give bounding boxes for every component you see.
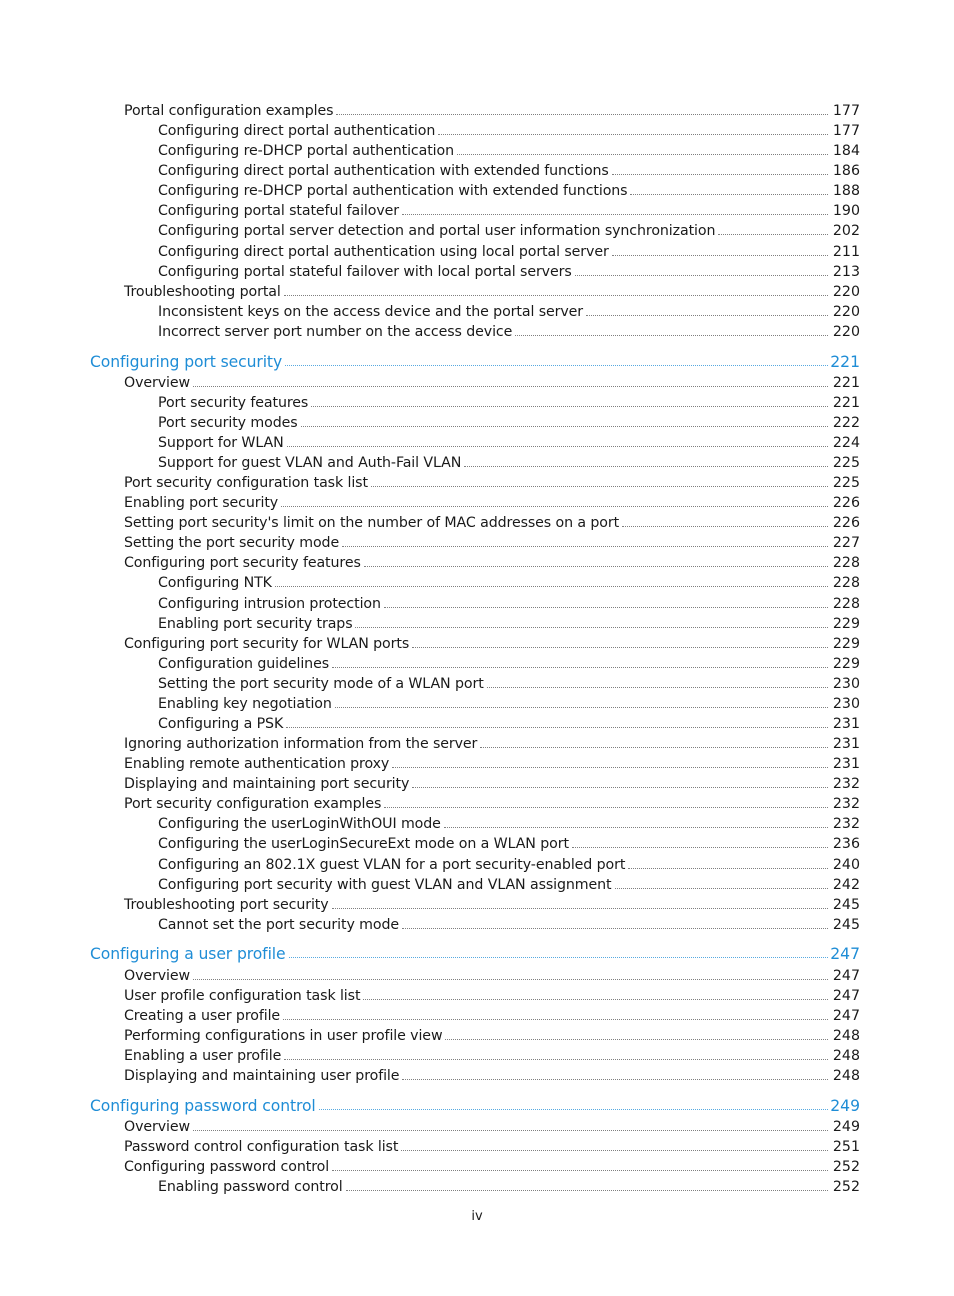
toc-entry-page: 220 [832, 303, 860, 320]
toc-dot-leader [402, 1078, 828, 1080]
toc-dot-leader [612, 173, 828, 175]
toc-entry[interactable] [124, 1116, 860, 1136]
toc-dot-leader [392, 766, 828, 768]
toc-entry-page: 232 [832, 816, 860, 833]
toc-entry-page: 225 [832, 454, 860, 471]
toc-dot-leader [193, 978, 828, 980]
toc-entry-title: Configuring NTK [158, 575, 272, 592]
toc-entry-page: 245 [832, 896, 860, 913]
toc-entry-page: 248 [832, 1047, 860, 1064]
toc-dot-leader [332, 666, 828, 668]
toc-entry-title: Troubleshooting port security [124, 896, 329, 913]
toc-entry-title: Enabling key negotiation [158, 695, 332, 712]
toc-dot-leader [335, 706, 828, 708]
toc-entry-title: Configuring port security [90, 352, 283, 371]
toc-entry-title: Ignoring authorization information from the server [124, 736, 478, 753]
toc-chapter-entry[interactable] [90, 941, 860, 963]
toc-entry-title: Inconsistent keys on the access device and the portal server [158, 303, 584, 320]
toc-entry-page: 220 [832, 283, 860, 300]
toc-dot-leader [718, 233, 828, 235]
toc-entry-page: 231 [832, 716, 860, 732]
toc-entry-title: Support for guest VLAN and Auth-Fail VLAN [158, 454, 462, 471]
toc-entry-title: Port security features [158, 394, 309, 411]
toc-entry-page: 247 [832, 967, 860, 984]
toc-dot-leader [412, 646, 828, 648]
toc-chapter-entry[interactable] [90, 349, 860, 371]
toc-dot-leader [336, 113, 828, 115]
toc-entry-title: Overview [124, 1118, 190, 1135]
toc-entry[interactable] [124, 472, 860, 492]
toc-entry-page: 229 [832, 615, 860, 632]
toc-entry[interactable] [124, 753, 860, 773]
toc-entry-title: Configuring intrusion protection [158, 595, 381, 612]
toc-entry-title: Configuring port security for WLAN ports [124, 635, 410, 652]
toc-entry-title: Configuring re-DHCP portal authentication with extended functions [158, 183, 628, 200]
toc-dot-leader [355, 626, 828, 628]
toc-entry[interactable] [158, 220, 860, 240]
toc-entry-page: 247 [830, 945, 860, 964]
toc-dot-leader [289, 956, 828, 958]
toc-dot-leader [412, 786, 828, 788]
toc-entry[interactable] [158, 432, 860, 452]
toc-entry[interactable] [158, 452, 860, 472]
toc-entry-page: 229 [832, 655, 860, 672]
toc-entry-page: 249 [830, 1096, 860, 1115]
toc-entry[interactable] [158, 301, 860, 321]
toc-dot-leader [283, 1018, 828, 1020]
toc-dot-leader [284, 1058, 828, 1060]
toc-entry-title: Performing configurations in user profile view [124, 1027, 443, 1044]
toc-entry-page: 224 [832, 434, 860, 451]
toc-entry[interactable] [124, 894, 860, 914]
toc-entry[interactable] [158, 160, 860, 180]
toc-dot-leader [363, 998, 828, 1000]
toc-dot-leader [487, 686, 828, 688]
toc-entry[interactable] [124, 281, 860, 301]
toc-entry-page: 228 [832, 595, 860, 612]
toc-entry[interactable] [158, 120, 860, 140]
toc-entry-page: 240 [832, 856, 860, 873]
toc-entry-page: 232 [832, 776, 860, 793]
toc-dot-leader [515, 334, 828, 336]
toc-entry-title: Password control configuration task list [124, 1138, 399, 1155]
toc-entry[interactable] [158, 180, 860, 200]
toc-entry-title: Creating a user profile [124, 1007, 281, 1024]
toc-entry-title: Port security configuration examples [124, 796, 382, 813]
toc-entry[interactable] [124, 552, 860, 572]
toc-dot-leader [332, 907, 828, 909]
toc-entry[interactable] [158, 412, 860, 432]
toc-entry[interactable] [124, 512, 860, 532]
toc-entry-title: Port security configuration task list [124, 475, 368, 492]
toc-entry[interactable] [124, 773, 860, 793]
toc-entry[interactable] [124, 100, 860, 120]
toc-entry-page: 228 [832, 575, 860, 592]
toc-dot-leader [622, 525, 828, 527]
toc-entry[interactable] [124, 1005, 860, 1025]
toc-entry-title: Enabling remote authentication proxy [124, 756, 390, 773]
toc-entry-page: 188 [832, 183, 860, 200]
toc-entry-title: User profile configuration task list [124, 987, 361, 1004]
toc-entry-title: Configuring password control [124, 1158, 330, 1175]
toc-entry[interactable] [124, 633, 860, 653]
toc-entry[interactable] [124, 793, 860, 813]
toc-entry-page: 221 [832, 374, 860, 391]
toc-entry-title: Configuring port security with guest VLAN and VLAN assignment [158, 876, 612, 893]
toc-entry-page: 252 [832, 1158, 860, 1175]
toc-dot-leader [319, 1108, 828, 1110]
toc-entry-page: 228 [832, 555, 860, 572]
toc-entry-page: 226 [832, 515, 860, 532]
toc-dot-leader [285, 364, 828, 366]
toc-dot-leader [445, 1038, 828, 1040]
toc-entry-title: Configuring portal stateful failover [158, 203, 400, 220]
toc-entry-page: 252 [832, 1178, 860, 1195]
toc-entry-title: Troubleshooting portal [124, 283, 281, 300]
toc-entry[interactable] [158, 1176, 860, 1196]
toc-entry-page: 242 [832, 876, 860, 893]
toc-dot-leader [575, 274, 828, 276]
toc-entry-page: 227 [832, 535, 860, 552]
toc-entry-title: Configuring portal server detection and portal user information synchronization [158, 223, 716, 240]
toc-entry-title: Displaying and maintaining port security [124, 776, 410, 793]
toc-entry[interactable] [158, 613, 860, 633]
toc-entry-title: Setting the port security mode of a WLAN port [158, 675, 484, 692]
toc-entry-title: Configuring the userLoginWithOUI mode [158, 816, 441, 833]
toc-dot-leader [438, 133, 828, 135]
toc-dot-leader [402, 927, 828, 929]
toc-entry[interactable] [124, 1025, 860, 1045]
toc-entry-page: 248 [832, 1067, 860, 1084]
toc-entry-page: 236 [832, 836, 860, 853]
toc-entry-page: 247 [832, 1007, 860, 1024]
toc-entry[interactable] [158, 392, 860, 412]
toc-entry-title: Configuring a PSK [158, 716, 284, 732]
toc-entry-title: Overview [124, 374, 190, 391]
toc-dot-leader [464, 465, 828, 467]
toc-dot-leader [193, 385, 828, 387]
toc-dot-leader [287, 445, 828, 447]
toc-entry-page: 229 [832, 635, 860, 652]
toc-entry[interactable] [158, 593, 860, 613]
toc-entry-title: Incorrect server port number on the access device [158, 323, 513, 340]
toc-entry-title: Configuring re-DHCP portal authentication [158, 143, 454, 160]
toc-chapter-entry[interactable] [90, 1093, 860, 1115]
toc-dot-leader [572, 846, 828, 848]
toc-entry-title: Cannot set the port security mode [158, 916, 400, 933]
toc-entry[interactable] [124, 492, 860, 512]
toc-entry[interactable] [158, 572, 860, 592]
toc-dot-leader [612, 254, 828, 256]
toc-dot-leader [384, 806, 828, 808]
toc-dot-leader [332, 1169, 828, 1171]
toc-dot-leader [457, 153, 828, 155]
toc-dot-leader [284, 294, 828, 296]
toc-entry-title: Configuring password control [90, 1096, 316, 1115]
toc-entry[interactable] [158, 261, 860, 281]
toc-entry-page: 226 [832, 495, 860, 512]
toc-entry-title: Portal configuration examples [124, 103, 334, 119]
toc-entry-page: 221 [832, 394, 860, 411]
toc-entry-title: Setting the port security mode [124, 535, 340, 552]
toc-entry[interactable] [124, 985, 860, 1005]
toc-entry[interactable] [124, 1136, 860, 1156]
toc-entry-title: Configuration guidelines [158, 655, 329, 672]
toc-entry[interactable] [158, 653, 860, 673]
toc-entry-title: Configuring a user profile [90, 945, 286, 964]
toc-dot-leader [364, 565, 828, 567]
toc-dot-leader [371, 485, 828, 487]
toc-entry-title: Setting port security's limit on the number of MAC addresses on a port [124, 515, 620, 532]
toc-dot-leader [193, 1129, 828, 1131]
toc-dot-leader [615, 887, 829, 889]
toc-dot-leader [444, 826, 828, 828]
toc-entry-page: 222 [832, 414, 860, 431]
toc-entry[interactable] [124, 1065, 860, 1085]
toc-entry[interactable] [158, 833, 860, 853]
toc-entry[interactable] [158, 241, 860, 261]
toc-entry[interactable] [124, 1156, 860, 1176]
toc-entry-page: 220 [832, 323, 860, 340]
toc-dot-leader [281, 505, 828, 507]
toc-entry-page: 213 [832, 263, 860, 280]
toc-entry[interactable] [124, 1045, 860, 1065]
toc-entry[interactable] [158, 854, 860, 874]
toc-dot-leader [346, 1189, 828, 1191]
toc-entry-page: 245 [832, 916, 860, 933]
toc-dot-leader [301, 425, 828, 427]
toc-entry-page: 247 [832, 987, 860, 1004]
toc-entry-title: Port security modes [158, 414, 298, 431]
toc-entry-page: 230 [832, 675, 860, 692]
toc-dot-leader [630, 193, 828, 195]
toc-entry-title: Displaying and maintaining user profile [124, 1067, 400, 1084]
toc-entry-page: 231 [832, 756, 860, 773]
toc-entry-title: Enabling port security traps [158, 615, 353, 632]
toc-entry-title: Configuring an 802.1X guest VLAN for a port security-enabled port [158, 856, 626, 873]
toc-entry-page: 190 [832, 203, 860, 220]
toc-entry-title: Configuring direct portal authentication using local portal server [158, 243, 609, 260]
toc-dot-leader [480, 746, 828, 748]
toc-dot-leader [401, 1149, 828, 1151]
toc-entry-title: Configuring direct portal authentication with extended functions [158, 163, 609, 180]
toc-dot-leader [628, 867, 828, 869]
toc-dot-leader [402, 213, 828, 215]
toc-dot-leader [384, 606, 828, 608]
toc-entry[interactable] [158, 321, 860, 341]
toc-entry[interactable] [124, 965, 860, 985]
toc-entry-page: 249 [832, 1118, 860, 1135]
toc-entry-title: Enabling a user profile [124, 1047, 282, 1064]
toc-entry-title: Configuring direct portal authentication [158, 123, 436, 140]
toc-entry-page: 230 [832, 695, 860, 712]
toc-dot-leader [342, 545, 828, 547]
toc-entry-page: 231 [832, 736, 860, 753]
toc-entry-title: Support for WLAN [158, 434, 284, 451]
toc-entry-title: Overview [124, 967, 190, 984]
toc-entry[interactable] [158, 874, 860, 894]
toc-entry[interactable] [158, 140, 860, 160]
toc-entry-title: Configuring the userLoginSecureExt mode on a WLAN port [158, 836, 569, 853]
toc-entry-page: 232 [832, 796, 860, 813]
toc-entry[interactable] [158, 713, 860, 733]
toc-entry-page: 251 [832, 1138, 860, 1155]
toc-entry-page: 221 [830, 352, 860, 371]
toc-entry-page: 177 [832, 123, 860, 140]
toc-entry[interactable] [158, 813, 860, 833]
toc-entry-page: 186 [832, 163, 860, 180]
toc-entry-page: 248 [832, 1027, 860, 1044]
toc-entry-page: 211 [832, 243, 860, 260]
toc-dot-leader [586, 314, 828, 316]
toc-dot-leader [275, 585, 828, 587]
toc-entry[interactable] [158, 200, 860, 220]
toc-dot-leader [311, 405, 828, 407]
toc-entry[interactable] [158, 693, 860, 713]
toc-entry-title: Configuring portal stateful failover with local portal servers [158, 263, 572, 280]
toc-entry-title: Enabling port security [124, 495, 279, 512]
toc-entry[interactable] [124, 733, 860, 753]
toc-entry-title: Enabling password control [158, 1178, 343, 1195]
toc-entry[interactable] [158, 673, 860, 693]
toc-entry-page: 225 [832, 475, 860, 492]
toc-entry[interactable] [158, 914, 860, 934]
toc-entry[interactable] [124, 532, 860, 552]
toc-entry-page: 184 [832, 143, 860, 160]
page-footer-number: iv [471, 1209, 483, 1224]
toc-entry[interactable] [124, 372, 860, 392]
toc-entry-page: 202 [832, 223, 860, 240]
toc-entry-page: 177 [832, 103, 860, 119]
toc-dot-leader [286, 726, 828, 728]
toc-entry-title: Configuring port security features [124, 555, 361, 572]
